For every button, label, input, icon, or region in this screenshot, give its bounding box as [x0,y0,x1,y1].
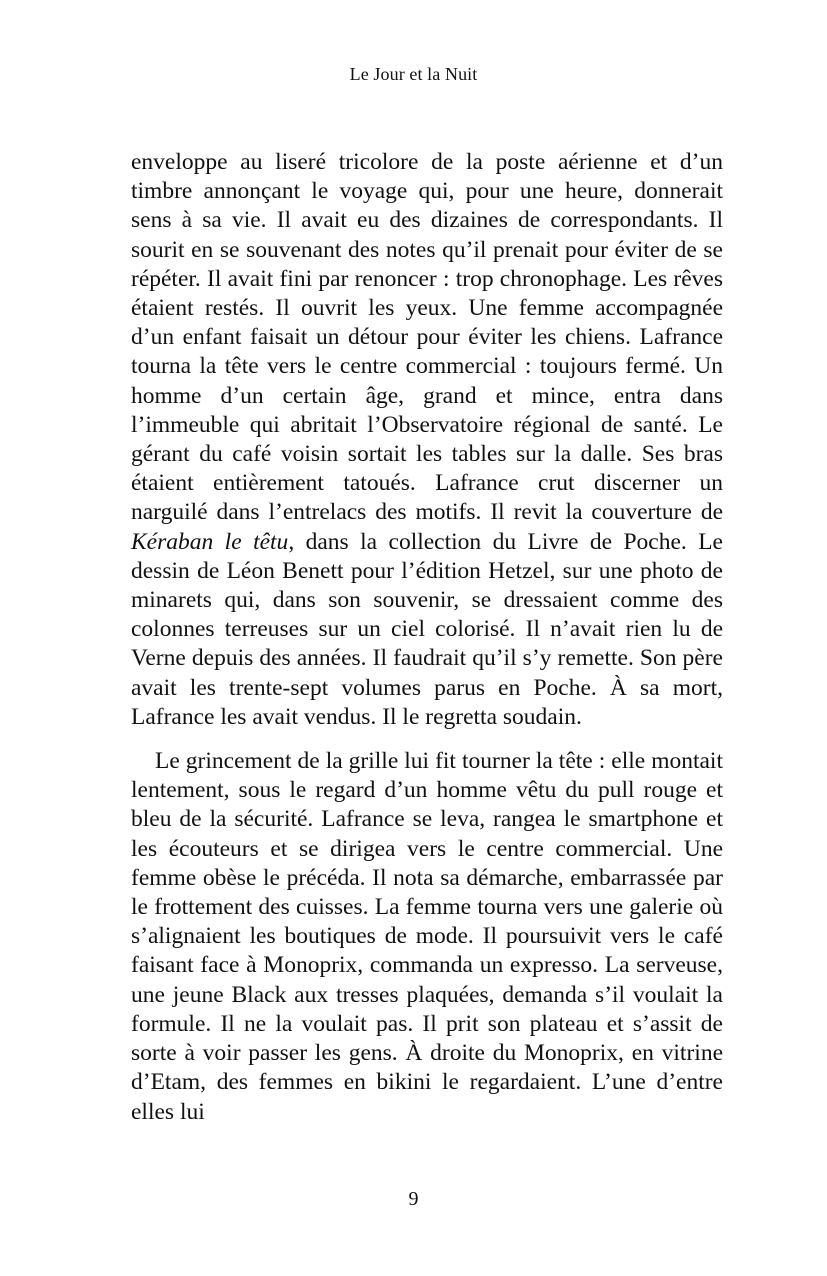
book-title-italic: Kéraban le têtu [131,528,289,555]
paragraph-1-text-before: enveloppe au liseré tricolore de la poste aérienne et d’un timbre annonçant le voyage qui, pour une heure, donnerait sens à sa vie. Il avait eu des dizaines de correspondants. Il sourit en se souvenant des notes qu’il prenait pour éviter de se répéter. Il avait fini par renoncer : trop chronophage. Les rêves étaient restés. Il ouvrit les yeux. Une femme accompagnée d’un enfant faisait un détour pour éviter les chiens. Lafrance tourna la tête vers le centre commercial : toujours fermé. Un homme d’un certain âge, grand et mince, entra dans l’immeuble qui abritait l’Observatoire régional de santé. Le gérant du café voisin sortait les tables sur la dalle. Ses bras étaient entièrement tatoués. Lafrance crut discerner un narguilé dans l’entrelacs des motifs. Il revit la couverture de [131,149,723,526]
paragraph-1 [131,148,723,732]
running-title: Le Jour et la Nuit [349,64,478,84]
body-text [131,148,723,1127]
paragraph-2: Le grincement de la grille lui fit tourner la tête : elle montait lentement, sous le regard d’un homme vêtu du pull rouge et bleu de la sécurité. Lafrance se leva, rangea le smartphone et les écouteurs et se dirigea vers le centre commercial. Une femme obèse le précéda. Il nota sa démarche, embarrassée par le frottement des cuisses. La femme tourna vers une galerie où s’alignaient les boutiques de mode. Il poursuivit vers le café faisant face à Monoprix, commanda un expresso. La serveuse, une jeune Black aux tresses plaquées, demanda s’il voulait la formule. Il ne la voulait pas. Il prit son plateau et s’assit de sorte à voir passer les gens. À droite du Monoprix, en vitrine d’Etam, des femmes en bikini le regardaient. L’une d’entre elles lui [131,748,723,1125]
paragraph-1-text-after: , dans la collection du Livre de Poche. Le dessin de Léon Benett pour l’édition Hetzel, sur une photo de minarets qui, dans son souvenir, se dressaient comme des colonnes terreuses sur un ciel colorisé. Il n’avait rien lu de Verne depuis des années. Il faudrait qu’il s’y remette. Son père avait les trente-sept volumes parus en Poche. À sa mort, Lafrance les avait vendus. Il le regretta soudain. [131,528,723,730]
page-number: 9 [408,1188,419,1210]
